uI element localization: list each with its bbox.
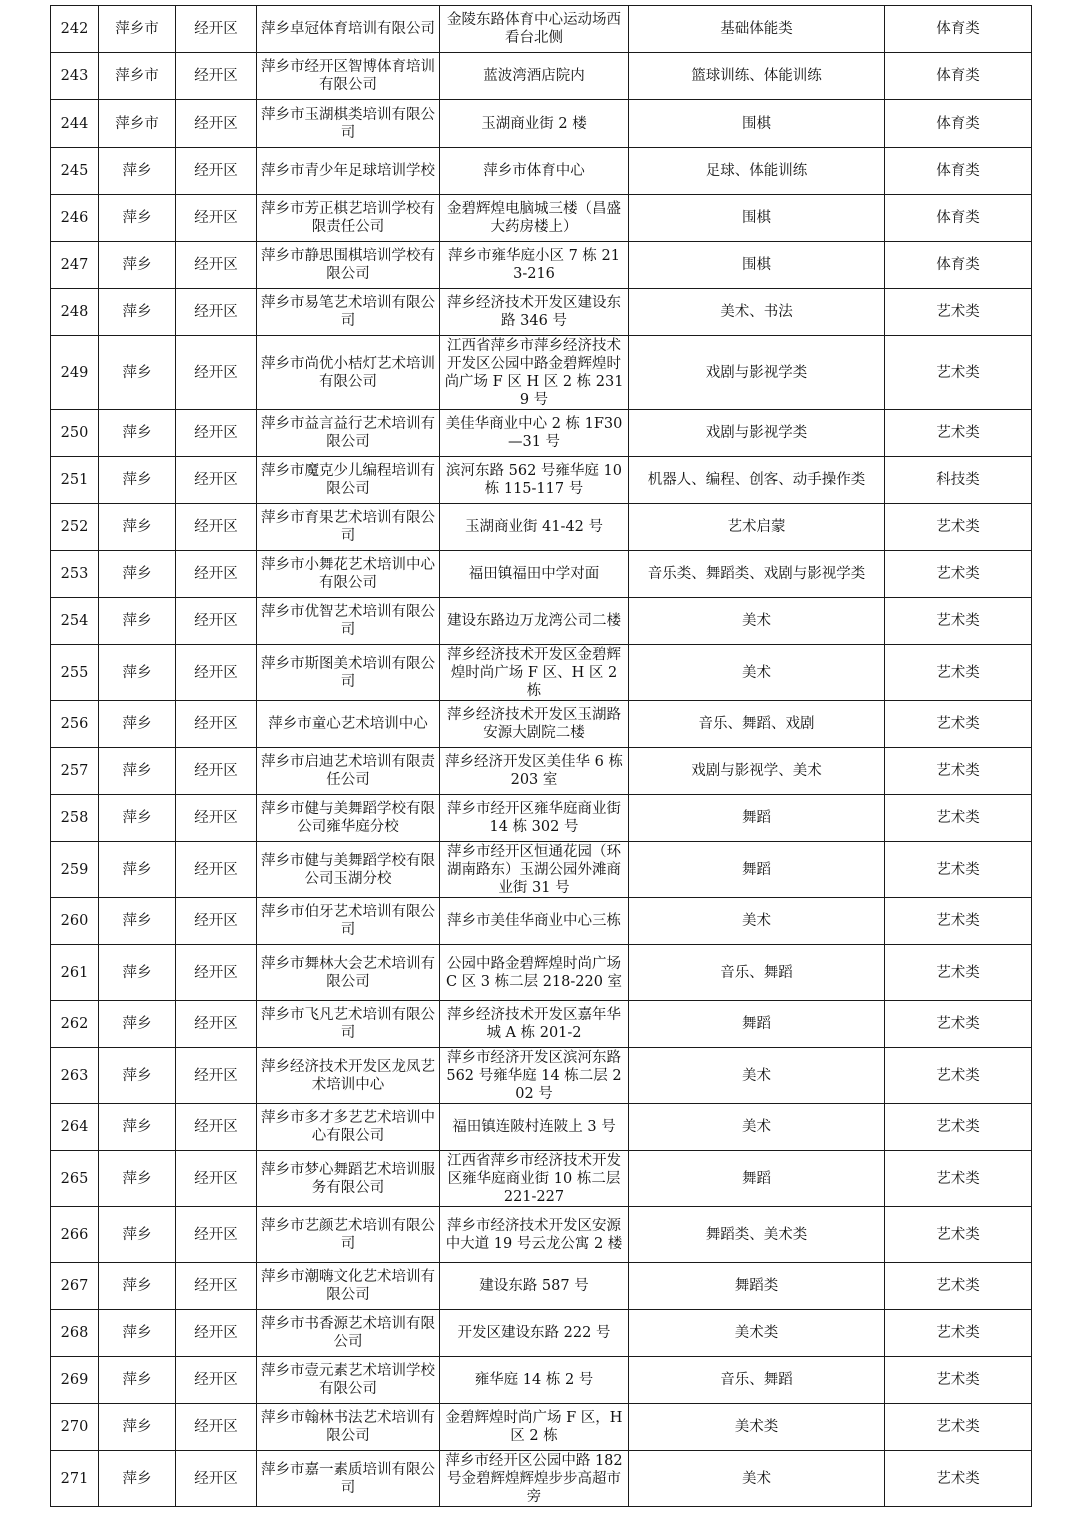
city-cell: 萍乡: [99, 336, 176, 410]
institution-address: 建设东路边万龙湾公司二楼: [440, 598, 629, 645]
institution-address: 金碧辉煌时尚广场 F 区，H 区 2 栋: [440, 1404, 629, 1451]
institution-name: 萍乡市小舞花艺术培训中心有限公司: [257, 551, 440, 598]
training-category: 艺术类: [885, 842, 1032, 898]
training-category: 艺术类: [885, 945, 1032, 1001]
district-cell: 经开区: [176, 598, 257, 645]
city-cell: 萍乡: [99, 195, 176, 242]
city-cell: 萍乡: [99, 1048, 176, 1104]
district-cell: 经开区: [176, 504, 257, 551]
table-row: [51, 1104, 1032, 1151]
institution-address: 建设东路 587 号: [440, 1263, 629, 1310]
training-subject: 足球、体能训练: [629, 148, 885, 195]
institution-address: 雍华庭 14 栋 2 号: [440, 1357, 629, 1404]
training-subject: 美术类: [629, 1404, 885, 1451]
training-category: 艺术类: [885, 748, 1032, 795]
training-institution-table: [50, 5, 1032, 1507]
institution-address: 萍乡市体育中心: [440, 148, 629, 195]
city-cell: 萍乡: [99, 701, 176, 748]
district-cell: 经开区: [176, 195, 257, 242]
institution-address: 萍乡市经开区恒通花园（环湖南路东）玉湖公园外滩商业街 31 号: [440, 842, 629, 898]
district-cell: 经开区: [176, 1263, 257, 1310]
institution-address: 萍乡经济技术开发区金碧辉煌时尚广场 F 区、H 区 2 栋: [440, 645, 629, 701]
row-number: 270: [51, 1404, 99, 1451]
city-cell: 萍乡: [99, 1310, 176, 1357]
training-category: 艺术类: [885, 410, 1032, 457]
row-number: 262: [51, 1001, 99, 1048]
table-row: [51, 410, 1032, 457]
training-category: 艺术类: [885, 645, 1032, 701]
institution-name: 萍乡市书香源艺术培训有限公司: [257, 1310, 440, 1357]
institution-name: 萍乡市静思围棋培训学校有限公司: [257, 242, 440, 289]
training-subject: 戏剧与影视学、美术: [629, 748, 885, 795]
city-cell: 萍乡市: [99, 53, 176, 100]
training-subject: 舞蹈: [629, 842, 885, 898]
institution-name: 萍乡市斯图美术培训有限公司: [257, 645, 440, 701]
city-cell: 萍乡: [99, 457, 176, 504]
district-cell: 经开区: [176, 242, 257, 289]
institution-address: 萍乡市经开区公园中路 182 号金碧辉煌辉煌步步高超市旁: [440, 1451, 629, 1507]
table-row: [51, 1357, 1032, 1404]
table-row: [51, 1151, 1032, 1207]
institution-address: 蓝波湾酒店院内: [440, 53, 629, 100]
table-row: [51, 945, 1032, 1001]
district-cell: 经开区: [176, 1001, 257, 1048]
table-row: [51, 100, 1032, 148]
training-category: 艺术类: [885, 1263, 1032, 1310]
city-cell: 萍乡: [99, 898, 176, 945]
training-subject: 舞蹈类、美术类: [629, 1207, 885, 1263]
training-category: 艺术类: [885, 1151, 1032, 1207]
training-subject: 美术、书法: [629, 289, 885, 336]
training-subject: 美术: [629, 1104, 885, 1151]
training-category: 艺术类: [885, 1048, 1032, 1104]
training-subject: 美术类: [629, 1310, 885, 1357]
district-cell: 经开区: [176, 1451, 257, 1507]
city-cell: 萍乡: [99, 748, 176, 795]
training-subject: 美术: [629, 1048, 885, 1104]
institution-name: 萍乡市健与美舞蹈学校有限公司雍华庭分校: [257, 795, 440, 842]
row-number: 258: [51, 795, 99, 842]
training-subject: 舞蹈: [629, 1001, 885, 1048]
training-subject: 围棋: [629, 100, 885, 148]
institution-name: 萍乡市芳正棋艺培训学校有限责任公司: [257, 195, 440, 242]
institution-name: 萍乡市童心艺术培训中心: [257, 701, 440, 748]
row-number: 245: [51, 148, 99, 195]
city-cell: 萍乡: [99, 598, 176, 645]
institution-address: 萍乡经济开发区美佳华 6 栋 203 室: [440, 748, 629, 795]
city-cell: 萍乡市: [99, 100, 176, 148]
institution-name: 萍乡市伯牙艺术培训有限公司: [257, 898, 440, 945]
row-number: 263: [51, 1048, 99, 1104]
table-row: [51, 645, 1032, 701]
training-category: 艺术类: [885, 1001, 1032, 1048]
row-number: 260: [51, 898, 99, 945]
training-category: 艺术类: [885, 504, 1032, 551]
training-subject: 音乐、舞蹈、戏剧: [629, 701, 885, 748]
institution-address: 江西省萍乡市萍乡经济技术开发区公园中路金碧辉煌时尚广场 F 区 H 区 2 栋 2319 号: [440, 336, 629, 410]
district-cell: 经开区: [176, 1404, 257, 1451]
city-cell: 萍乡: [99, 1404, 176, 1451]
institution-address: 开发区建设东路 222 号: [440, 1310, 629, 1357]
row-number: 252: [51, 504, 99, 551]
table-row: [51, 289, 1032, 336]
row-number: 254: [51, 598, 99, 645]
institution-address: 公园中路金碧辉煌时尚广场 C 区 3 栋二层 218-220 室: [440, 945, 629, 1001]
district-cell: 经开区: [176, 842, 257, 898]
institution-address: 滨河东路 562 号雍华庭 10 栋 115-117 号: [440, 457, 629, 504]
institution-name: 萍乡市嘉一素质培训有限公司: [257, 1451, 440, 1507]
district-cell: 经开区: [176, 945, 257, 1001]
city-cell: 萍乡: [99, 410, 176, 457]
row-number: 271: [51, 1451, 99, 1507]
institution-name: 萍乡市经开区智博体育培训有限公司: [257, 53, 440, 100]
training-category: 体育类: [885, 53, 1032, 100]
city-cell: 萍乡: [99, 645, 176, 701]
institution-name: 萍乡市玉湖棋类培训有限公司: [257, 100, 440, 148]
institution-name: 萍乡卓冠体育培训有限公司: [257, 6, 440, 53]
row-number: 246: [51, 195, 99, 242]
row-number: 265: [51, 1151, 99, 1207]
institution-address: 玉湖商业街 2 楼: [440, 100, 629, 148]
table-row: [51, 795, 1032, 842]
training-subject: 艺术启蒙: [629, 504, 885, 551]
city-cell: 萍乡: [99, 1263, 176, 1310]
district-cell: 经开区: [176, 701, 257, 748]
row-number: 250: [51, 410, 99, 457]
table-row: [51, 1048, 1032, 1104]
row-number: 261: [51, 945, 99, 1001]
institution-address: 萍乡市经济技术开发区安源中大道 19 号云龙公寓 2 楼: [440, 1207, 629, 1263]
city-cell: 萍乡: [99, 945, 176, 1001]
table-row: [51, 1404, 1032, 1451]
district-cell: 经开区: [176, 6, 257, 53]
district-cell: 经开区: [176, 551, 257, 598]
training-category: 体育类: [885, 100, 1032, 148]
district-cell: 经开区: [176, 100, 257, 148]
institution-name: 萍乡经济技术开发区龙凤艺术培训中心: [257, 1048, 440, 1104]
institution-name: 萍乡市潮嗨文化艺术培训有限公司: [257, 1263, 440, 1310]
table-row: [51, 1451, 1032, 1507]
table-body: [51, 6, 1032, 1507]
row-number: 244: [51, 100, 99, 148]
training-category: 艺术类: [885, 598, 1032, 645]
row-number: 257: [51, 748, 99, 795]
training-subject: 围棋: [629, 195, 885, 242]
row-number: 268: [51, 1310, 99, 1357]
district-cell: 经开区: [176, 1048, 257, 1104]
training-category: 艺术类: [885, 1357, 1032, 1404]
city-cell: 萍乡: [99, 242, 176, 289]
row-number: 248: [51, 289, 99, 336]
institution-name: 萍乡市启迪艺术培训有限责任公司: [257, 748, 440, 795]
training-subject: 舞蹈: [629, 1151, 885, 1207]
city-cell: 萍乡: [99, 795, 176, 842]
table-row: [51, 6, 1032, 53]
training-subject: 基础体能类: [629, 6, 885, 53]
row-number: 255: [51, 645, 99, 701]
institution-name: 萍乡市艺颜艺术培训有限公司: [257, 1207, 440, 1263]
training-category: 艺术类: [885, 795, 1032, 842]
institution-address: 萍乡市经开区雍华庭商业街 14 栋 302 号: [440, 795, 629, 842]
training-category: 艺术类: [885, 1310, 1032, 1357]
city-cell: 萍乡: [99, 842, 176, 898]
institution-address: 萍乡经济技术开发区玉湖路安源大剧院二楼: [440, 701, 629, 748]
row-number: 251: [51, 457, 99, 504]
training-category: 艺术类: [885, 1451, 1032, 1507]
table-row: [51, 701, 1032, 748]
institution-address: 金碧辉煌电脑城三楼（昌盛大药房楼上）: [440, 195, 629, 242]
district-cell: 经开区: [176, 748, 257, 795]
row-number: 267: [51, 1263, 99, 1310]
training-subject: 戏剧与影视学类: [629, 336, 885, 410]
institution-address: 萍乡市经济开发区滨河东路 562 号雍华庭 14 栋二层 202 号: [440, 1048, 629, 1104]
institution-name: 萍乡市青少年足球培训学校: [257, 148, 440, 195]
row-number: 242: [51, 6, 99, 53]
district-cell: 经开区: [176, 1151, 257, 1207]
training-subject: 美术: [629, 598, 885, 645]
training-subject: 围棋: [629, 242, 885, 289]
training-category: 艺术类: [885, 289, 1032, 336]
institution-name: 萍乡市易笔艺术培训有限公司: [257, 289, 440, 336]
city-cell: 萍乡市: [99, 6, 176, 53]
training-category: 艺术类: [885, 551, 1032, 598]
table-row: [51, 53, 1032, 100]
institution-address: 萍乡经济技术开发区嘉年华城 A 栋 201-2: [440, 1001, 629, 1048]
district-cell: 经开区: [176, 795, 257, 842]
district-cell: 经开区: [176, 898, 257, 945]
city-cell: 萍乡: [99, 1151, 176, 1207]
training-category: 体育类: [885, 195, 1032, 242]
institution-name: 萍乡市优智艺术培训有限公司: [257, 598, 440, 645]
table-row: [51, 242, 1032, 289]
district-cell: 经开区: [176, 457, 257, 504]
institution-name: 萍乡市舞林大会艺术培训有限公司: [257, 945, 440, 1001]
training-category: 艺术类: [885, 701, 1032, 748]
city-cell: 萍乡: [99, 1104, 176, 1151]
district-cell: 经开区: [176, 645, 257, 701]
institution-address: 萍乡市美佳华商业中心三栋: [440, 898, 629, 945]
city-cell: 萍乡: [99, 504, 176, 551]
training-category: 艺术类: [885, 1104, 1032, 1151]
training-subject: 机器人、编程、创客、动手操作类: [629, 457, 885, 504]
training-category: 体育类: [885, 148, 1032, 195]
district-cell: 经开区: [176, 289, 257, 336]
training-subject: 舞蹈: [629, 795, 885, 842]
table-row: [51, 195, 1032, 242]
institution-name: 萍乡市多才多艺艺术培训中心有限公司: [257, 1104, 440, 1151]
training-category: 艺术类: [885, 898, 1032, 945]
institution-address: 福田镇连陂村连陂上 3 号: [440, 1104, 629, 1151]
row-number: 247: [51, 242, 99, 289]
training-subject: 音乐、舞蹈: [629, 1357, 885, 1404]
institution-address: 金陵东路体育中心运动场西看台北侧: [440, 6, 629, 53]
institution-name: 萍乡市尚优小桔灯艺术培训有限公司: [257, 336, 440, 410]
training-subject: 音乐类、舞蹈类、戏剧与影视学类: [629, 551, 885, 598]
district-cell: 经开区: [176, 53, 257, 100]
training-subject: 音乐、舞蹈: [629, 945, 885, 1001]
table-row: [51, 504, 1032, 551]
institution-name: 萍乡市壹元素艺术培训学校有限公司: [257, 1357, 440, 1404]
training-subject: 舞蹈类: [629, 1263, 885, 1310]
table-row: [51, 748, 1032, 795]
institution-name: 萍乡市健与美舞蹈学校有限公司玉湖分校: [257, 842, 440, 898]
city-cell: 萍乡: [99, 1207, 176, 1263]
training-category: 艺术类: [885, 1207, 1032, 1263]
table-row: [51, 1207, 1032, 1263]
table-row: [51, 598, 1032, 645]
table-row: [51, 551, 1032, 598]
row-number: 249: [51, 336, 99, 410]
table-row: [51, 336, 1032, 410]
institution-address: 萍乡经济技术开发区建设东路 346 号: [440, 289, 629, 336]
district-cell: 经开区: [176, 336, 257, 410]
table-row: [51, 457, 1032, 504]
institution-address: 福田镇福田中学对面: [440, 551, 629, 598]
institution-address: 江西省萍乡市经济技术开发区雍华庭商业街 10 栋二层 221-227: [440, 1151, 629, 1207]
training-subject: 美术: [629, 1451, 885, 1507]
institution-address: 萍乡市雍华庭小区 7 栋 213-216: [440, 242, 629, 289]
institution-name: 萍乡市育果艺术培训有限公司: [257, 504, 440, 551]
city-cell: 萍乡: [99, 551, 176, 598]
district-cell: 经开区: [176, 148, 257, 195]
table-row: [51, 148, 1032, 195]
table-row: [51, 898, 1032, 945]
row-number: 266: [51, 1207, 99, 1263]
training-category: 体育类: [885, 6, 1032, 53]
city-cell: 萍乡: [99, 148, 176, 195]
city-cell: 萍乡: [99, 289, 176, 336]
district-cell: 经开区: [176, 1104, 257, 1151]
training-category: 艺术类: [885, 336, 1032, 410]
institution-address: 美佳华商业中心 2 栋 1F30—31 号: [440, 410, 629, 457]
institution-name: 萍乡市翰林书法艺术培训有限公司: [257, 1404, 440, 1451]
table-row: [51, 1310, 1032, 1357]
institution-name: 萍乡市益言益行艺术培训有限公司: [257, 410, 440, 457]
row-number: 269: [51, 1357, 99, 1404]
training-category: 科技类: [885, 457, 1032, 504]
row-number: 256: [51, 701, 99, 748]
training-subject: 美术: [629, 898, 885, 945]
district-cell: 经开区: [176, 1207, 257, 1263]
row-number: 243: [51, 53, 99, 100]
training-subject: 篮球训练、体能训练: [629, 53, 885, 100]
institution-address: 玉湖商业街 41-42 号: [440, 504, 629, 551]
row-number: 253: [51, 551, 99, 598]
training-subject: 美术: [629, 645, 885, 701]
table-row: [51, 842, 1032, 898]
city-cell: 萍乡: [99, 1357, 176, 1404]
institution-name: 萍乡市飞凡艺术培训有限公司: [257, 1001, 440, 1048]
city-cell: 萍乡: [99, 1001, 176, 1048]
district-cell: 经开区: [176, 1357, 257, 1404]
table-row: [51, 1001, 1032, 1048]
training-category: 艺术类: [885, 1404, 1032, 1451]
row-number: 264: [51, 1104, 99, 1151]
table-row: [51, 1263, 1032, 1310]
row-number: 259: [51, 842, 99, 898]
institution-name: 萍乡市梦心舞蹈艺术培训服务有限公司: [257, 1151, 440, 1207]
training-category: 体育类: [885, 242, 1032, 289]
training-subject: 戏剧与影视学类: [629, 410, 885, 457]
district-cell: 经开区: [176, 410, 257, 457]
city-cell: 萍乡: [99, 1451, 176, 1507]
district-cell: 经开区: [176, 1310, 257, 1357]
institution-name: 萍乡市魔克少儿编程培训有限公司: [257, 457, 440, 504]
